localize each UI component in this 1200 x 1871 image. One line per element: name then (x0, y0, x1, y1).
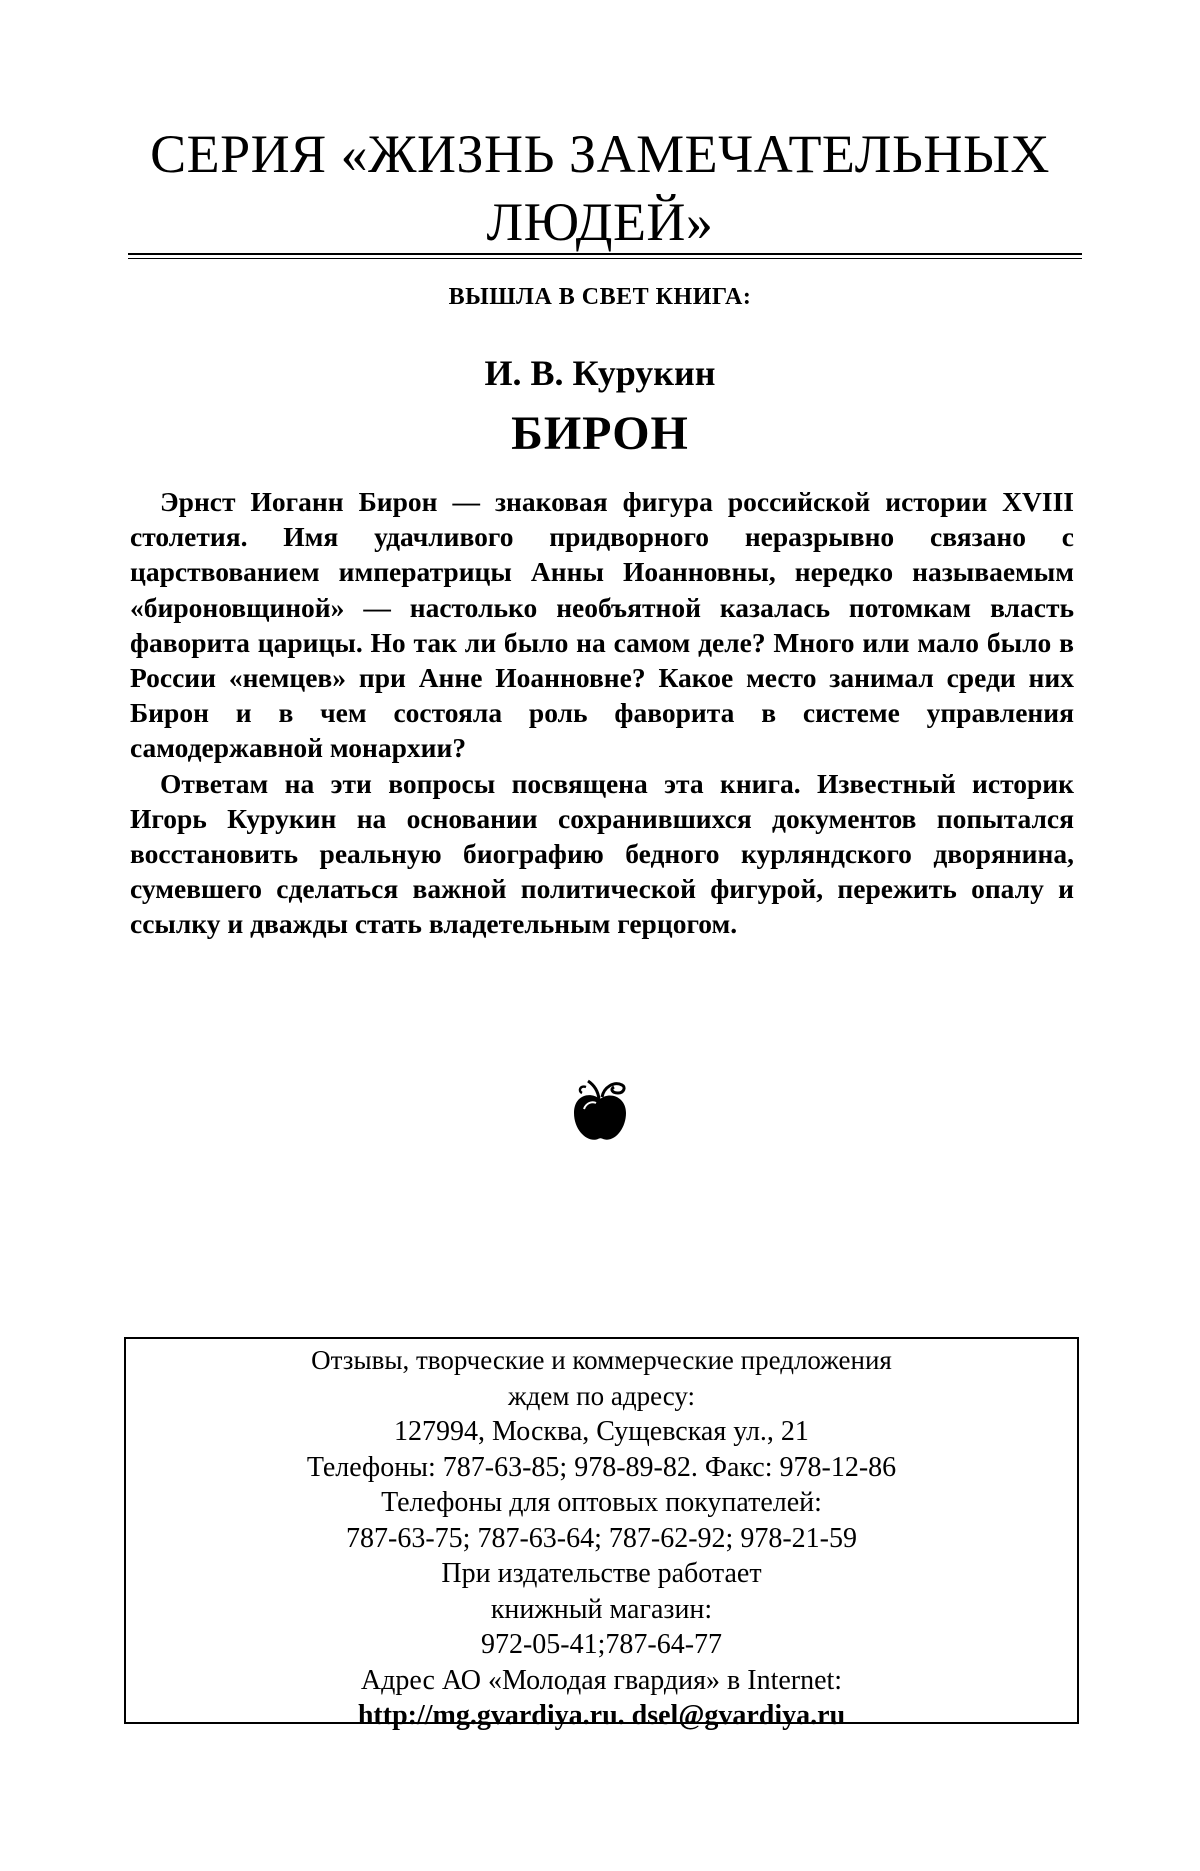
apple-logo-icon (568, 1075, 632, 1145)
announcement-heading: ВЫШЛА В СВЕТ КНИГА: (0, 284, 1200, 311)
divider-line (128, 253, 1082, 255)
shop-line: книжный магазин: (126, 1592, 1077, 1628)
wholesale-phones: 787-63-75; 787-63-64; 787-62-92; 978-21-59 (126, 1521, 1077, 1557)
series-title (100, 120, 1100, 256)
book-title: БИРОН (0, 406, 1200, 461)
series-title-line1: СЕРИЯ «ЖИЗНЬ ЗАМЕЧАТЕЛЬНЫХ (150, 124, 1050, 184)
book-description (130, 484, 1074, 942)
series-title-line2: ЛЮДЕЙ» (487, 192, 714, 252)
divider-line-thin (128, 258, 1082, 259)
internet-links: http://mg.gvardiya.ru. dsel@gvardiya.ru (126, 1698, 1077, 1734)
wholesale-label: Телефоны для оптовых покупателей: (126, 1485, 1077, 1521)
contact-phones: Телефоны: 787-63-85; 978-89-82. Факс: 978-12-86 (126, 1450, 1077, 1486)
contact-line: ждем по адресу: (126, 1379, 1077, 1415)
contact-info-box (124, 1337, 1079, 1724)
internet-label: Адрес АО «Молодая гвардия» в Internet: (126, 1663, 1077, 1699)
description-paragraph: Эрнст Иоганн Бирон — знаковая фигура российской истории XVIII столетия. Имя удачливого придворного неразрывно связано с царствованием императрицы Анны Иоанновны, нередко называемым «бироновщиной» — настолько необъятной казалась потомкам власть фаворита царицы. Но так ли было на самом деле? Много или мало было в России «немцев» при Анне Иоанновне? Какое место занимал среди них Бирон и в чем состояла роль фаворита в системе управления самодержавной монархии? (130, 484, 1074, 766)
book-page (0, 0, 1200, 1871)
shop-line: При издательстве работает (126, 1556, 1077, 1592)
book-author: И. В. Курукин (0, 352, 1200, 394)
shop-phones: 972-05-41;787-64-77 (126, 1627, 1077, 1663)
contact-address: 127994, Москва, Сущевская ул., 21 (126, 1414, 1077, 1450)
contact-line: Отзывы, творческие и коммерческие предложения (126, 1343, 1077, 1379)
description-paragraph: Ответам на эти вопросы посвящена эта книга. Известный историк Игорь Курукин на основании сохранившихся документов попытался восстановить реальную биографию бедного курляндского дворянина, сумевшего сделаться важной политической фигурой, пережить опалу и ссылку и дважды стать владетельным герцогом. (130, 766, 1074, 942)
